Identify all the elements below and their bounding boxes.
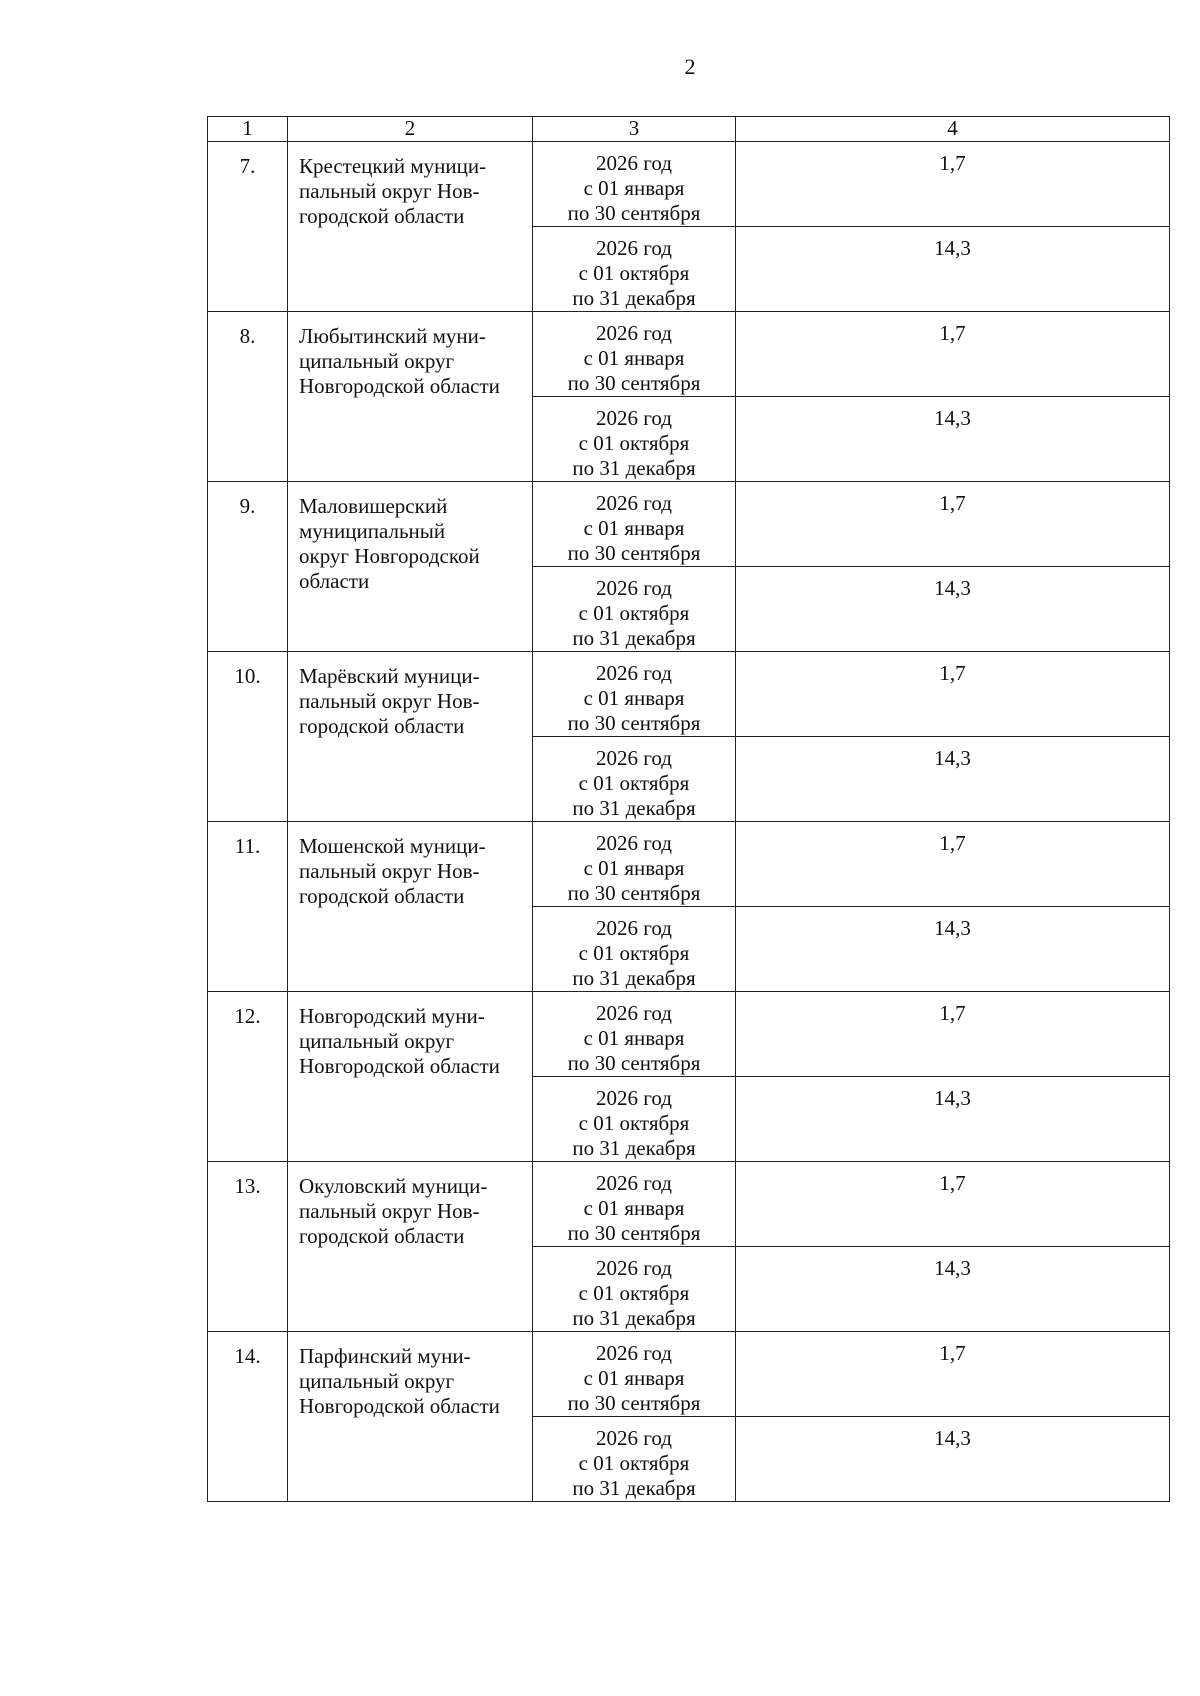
- period-from: с 01 января: [583, 516, 685, 540]
- rate-value: 14,3: [736, 1247, 1170, 1332]
- period-year: 2026 год: [596, 916, 672, 940]
- period-to: по 30 сентября: [567, 371, 701, 395]
- period-cell: [533, 1162, 736, 1247]
- municipality-name: [288, 1162, 533, 1332]
- period-cell: [533, 737, 736, 822]
- table-row: [208, 312, 1170, 397]
- rate-value: 14,3: [736, 567, 1170, 652]
- period-year: 2026 год: [596, 151, 672, 175]
- period-cell: [533, 482, 736, 567]
- period-cell: [533, 1247, 736, 1332]
- municipality-name-line: области: [299, 569, 370, 593]
- header-col-2: 2: [288, 117, 533, 142]
- row-number: 14.: [208, 1332, 288, 1502]
- table-header: [208, 117, 1170, 142]
- municipality-name-line: Новгородской области: [299, 1394, 500, 1418]
- table-row: [208, 652, 1170, 737]
- period-year: 2026 год: [596, 661, 672, 685]
- period-from: с 01 октября: [578, 1281, 690, 1305]
- rate-value: 1,7: [736, 652, 1170, 737]
- period-from: с 01 января: [583, 1196, 685, 1220]
- rate-value: 14,3: [736, 737, 1170, 822]
- municipality-name-line: муниципальный: [299, 519, 446, 543]
- municipality-name: [288, 822, 533, 992]
- period-year: 2026 год: [596, 576, 672, 600]
- period-cell: [533, 397, 736, 482]
- municipality-name: [288, 312, 533, 482]
- municipality-name-line: Новгородский муни-: [299, 1004, 485, 1028]
- municipality-name-line: Парфинский муни-: [299, 1344, 471, 1368]
- period-from: с 01 января: [583, 1026, 685, 1050]
- period-year: 2026 год: [596, 321, 672, 345]
- table-row: [208, 482, 1170, 567]
- header-col-1: 1: [208, 117, 288, 142]
- rate-value: 14,3: [736, 907, 1170, 992]
- rate-value: 1,7: [736, 822, 1170, 907]
- period-to: по 30 сентября: [567, 711, 701, 735]
- period-from: с 01 января: [583, 1366, 685, 1390]
- period-from: с 01 января: [583, 856, 685, 880]
- period-to: по 31 декабря: [572, 626, 696, 650]
- period-year: 2026 год: [596, 1086, 672, 1110]
- header-col-3: 3: [533, 117, 736, 142]
- table-row: [208, 822, 1170, 907]
- municipality-name-line: округ Новгородской: [299, 544, 480, 568]
- period-year: 2026 год: [596, 236, 672, 260]
- period-to: по 30 сентября: [567, 1051, 701, 1075]
- period-to: по 31 декабря: [572, 966, 696, 990]
- municipality-name-line: пальный округ Нов-: [299, 179, 480, 203]
- table-row: [208, 1162, 1170, 1247]
- period-to: по 30 сентября: [567, 541, 701, 565]
- row-number: 7.: [208, 142, 288, 312]
- row-number: 12.: [208, 992, 288, 1162]
- municipality-name-line: городской области: [299, 204, 465, 228]
- period-cell: [533, 142, 736, 227]
- period-year: 2026 год: [596, 1171, 672, 1195]
- municipality-name-line: городской области: [299, 1224, 465, 1248]
- period-from: с 01 октября: [578, 431, 690, 455]
- row-number: 8.: [208, 312, 288, 482]
- row-number: 11.: [208, 822, 288, 992]
- period-year: 2026 год: [596, 831, 672, 855]
- period-cell: [533, 227, 736, 312]
- rate-value: 1,7: [736, 142, 1170, 227]
- municipality-name-line: Окуловский муници-: [299, 1174, 488, 1198]
- municipality-name-line: ципальный округ: [299, 1029, 455, 1053]
- municipality-name-line: Новгородской области: [299, 374, 500, 398]
- period-year: 2026 год: [596, 1426, 672, 1450]
- municipality-name-line: Марёвский муници-: [299, 664, 480, 688]
- period-cell: [533, 312, 736, 397]
- row-number: 13.: [208, 1162, 288, 1332]
- rate-value: 14,3: [736, 397, 1170, 482]
- municipality-name-line: пальный округ Нов-: [299, 689, 480, 713]
- row-number: 9.: [208, 482, 288, 652]
- period-year: 2026 год: [596, 1256, 672, 1280]
- period-cell: [533, 1332, 736, 1417]
- rate-value: 1,7: [736, 1162, 1170, 1247]
- municipality-name-line: городской области: [299, 714, 465, 738]
- table-row: [208, 992, 1170, 1077]
- period-from: с 01 октября: [578, 1451, 690, 1475]
- period-cell: [533, 1077, 736, 1162]
- period-to: по 31 декабря: [572, 1306, 696, 1330]
- municipality-name-line: пальный округ Нов-: [299, 859, 480, 883]
- municipality-name: [288, 1332, 533, 1502]
- period-from: с 01 января: [583, 346, 685, 370]
- period-year: 2026 год: [596, 746, 672, 770]
- period-to: по 30 сентября: [567, 881, 701, 905]
- period-from: с 01 октября: [578, 771, 690, 795]
- municipality-name-line: ципальный округ: [299, 349, 455, 373]
- municipality-name-line: городской области: [299, 884, 465, 908]
- period-to: по 31 декабря: [572, 456, 696, 480]
- municipality-name: [288, 142, 533, 312]
- municipality-name-line: Крестецкий муници-: [299, 154, 487, 178]
- header-col-4: 4: [736, 117, 1170, 142]
- rate-value: 14,3: [736, 1077, 1170, 1162]
- table-row: [208, 142, 1170, 227]
- table-body: [208, 142, 1170, 1502]
- municipality-name-line: Новгородской области: [299, 1054, 500, 1078]
- municipality-name-line: ципальный округ: [299, 1369, 455, 1393]
- rate-value: 14,3: [736, 1417, 1170, 1502]
- period-to: по 31 декабря: [572, 796, 696, 820]
- period-from: с 01 октября: [578, 261, 690, 285]
- period-cell: [533, 907, 736, 992]
- period-cell: [533, 822, 736, 907]
- rate-value: 14,3: [736, 227, 1170, 312]
- period-cell: [533, 652, 736, 737]
- page-number: 2: [684, 54, 696, 79]
- period-year: 2026 год: [596, 1341, 672, 1365]
- rates-table: [207, 116, 1170, 1502]
- period-to: по 30 сентября: [567, 1221, 701, 1245]
- period-from: с 01 октября: [578, 941, 690, 965]
- period-to: по 31 декабря: [572, 1136, 696, 1160]
- period-year: 2026 год: [596, 406, 672, 430]
- period-cell: [533, 1417, 736, 1502]
- rate-value: 1,7: [736, 482, 1170, 567]
- municipality-name-line: Маловишерский: [299, 494, 448, 518]
- period-to: по 30 сентября: [567, 1391, 701, 1415]
- rate-value: 1,7: [736, 992, 1170, 1077]
- row-number: 10.: [208, 652, 288, 822]
- municipality-name-line: пальный округ Нов-: [299, 1199, 480, 1223]
- period-to: по 31 декабря: [572, 1476, 696, 1500]
- municipality-name-line: Любытинский муни-: [299, 324, 486, 348]
- header-row: [208, 117, 1170, 142]
- period-from: с 01 октября: [578, 601, 690, 625]
- period-from: с 01 января: [583, 176, 685, 200]
- period-cell: [533, 992, 736, 1077]
- municipality-name-line: Мошенской муници-: [299, 834, 486, 858]
- municipality-name: [288, 652, 533, 822]
- municipality-name: [288, 992, 533, 1162]
- rate-value: 1,7: [736, 312, 1170, 397]
- table-row: [208, 1332, 1170, 1417]
- period-from: с 01 января: [583, 686, 685, 710]
- period-year: 2026 год: [596, 1001, 672, 1025]
- period-year: 2026 год: [596, 491, 672, 515]
- period-to: по 30 сентября: [567, 201, 701, 225]
- period-to: по 31 декабря: [572, 286, 696, 310]
- rate-value: 1,7: [736, 1332, 1170, 1417]
- period-from: с 01 октября: [578, 1111, 690, 1135]
- period-cell: [533, 567, 736, 652]
- municipality-name: [288, 482, 533, 652]
